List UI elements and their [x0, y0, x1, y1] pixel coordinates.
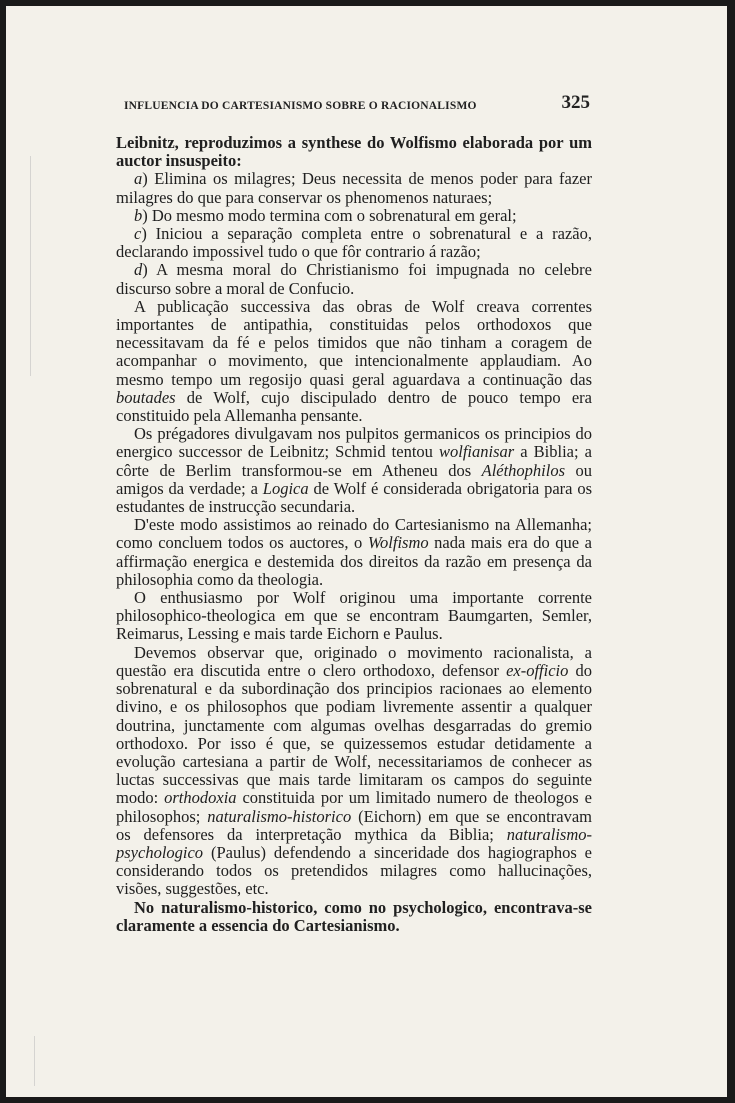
paragraph: [116, 899, 592, 935]
italic-term: orthodoxia: [164, 788, 237, 808]
text-segment: constituida por um limitado numero de theologos e philosophos;: [116, 788, 592, 826]
paragraph-intro: [116, 134, 592, 170]
page: [6, 6, 727, 1097]
text-segment: Leibnitz, reproduzimos a synthese do Wolfismo elaborada por um auctor insuspeito:: [116, 133, 592, 171]
item-letter: b: [134, 205, 143, 225]
text-segment: (Paulus) defendendo a sinceridade dos hagiographos e considerando todos os pretendidos milagres como hallucinações, visões, suggestões, etc.: [116, 842, 592, 899]
text-segment: nada mais era do que a affirmação energica e destemida dos direitos da razão em presença da philosophia como da theologia.: [116, 533, 592, 589]
text-segment: ou amigos da verdade; a: [116, 460, 592, 498]
paragraph: [116, 516, 592, 589]
item-letter: a: [134, 169, 143, 189]
italic-term: naturalismo-psychologico: [116, 824, 592, 862]
page-header: [116, 92, 592, 118]
paragraph-item-a: [116, 170, 592, 206]
text-segment: ) Iniciou a separação completa entre o sobrenatural e a razão, declarando impossivel tudo o que fôr contrario á razão;: [116, 224, 592, 262]
body-text: [116, 134, 592, 935]
page-number: 325: [561, 92, 590, 113]
text-segment: Os prégadores divulgavam nos pulpitos germanicos os principios do energico successor de Leibnitz; Schmid tentou: [116, 424, 592, 462]
italic-term: boutades: [116, 387, 176, 407]
text-segment: do sobrenatural e da subordinação dos principios racionaes ao elemento divino, e os philosophos que podiam livremente assentir a qualquer doutrina, junctamente com algumas ovelhas desgarradas do gremio orthodoxo. Por isso é que, se quizessemos estudar detidamente a evolução cartesiana a partir de Wolf, necessitariamos de conhecer as luctas successivas que mais tarde limitaram os campos do seguinte modo:: [116, 660, 593, 808]
paragraph: [116, 644, 592, 899]
text-segment: A publicação successiva das obras de Wolf creava correntes importantes de antipathia, constituidas pelos orthodoxos que necessitavam da fé e pelos timidos que não tinham a coragem de acompanhar o movimento, que intencionalmente applaudiam. Ao mesmo tempo um regosijo quasi geral aguardava a continuação das: [116, 296, 592, 389]
item-letter: c: [134, 224, 142, 244]
text-segment: ) A mesma moral do Christianismo foi impugnada no celebre discurso sobre a moral de Confucio.: [116, 260, 592, 298]
text-segment: D'este modo assistimos ao reinado do Cartesianismo na Allemanha; como concluem todos os auctores, o: [116, 515, 592, 553]
text-segment: O enthusiasmo por Wolf originou uma importante corrente philosophico-theologica em que se encontram Baumgarten, Semler, Reimarus, Lessing e mais tarde Eichorn e Paulus.: [116, 588, 592, 644]
italic-term: Wolfismo: [367, 533, 429, 553]
paragraph: [116, 298, 592, 425]
paragraph-item-d: [116, 261, 592, 297]
italic-term: Logica: [262, 478, 309, 498]
running-head: INFLUENCIA DO CARTESIANISMO SOBRE O RACIONALISMO: [124, 100, 477, 112]
paragraph: [116, 425, 592, 516]
text-segment: Devemos observar que, originado o movimento racionalista, a questão era discutida entre o clero orthodoxo, defensor: [116, 642, 592, 680]
scan-artifact: [34, 1036, 35, 1086]
italic-term: naturalismo-historico: [207, 806, 352, 826]
text-segment: ) Elimina os milagres; Deus necessita de menos poder para fazer milagres do que para conservar os phenomenos naturaes;: [116, 169, 592, 207]
italic-term: ex-officio: [506, 660, 569, 680]
paragraph-item-b: [116, 207, 592, 225]
item-letter: d: [134, 260, 143, 280]
italic-term: Aléthophilos: [481, 460, 566, 480]
italic-term: wolfianisar: [439, 442, 515, 462]
text-segment: No naturalismo-historico, como no psychologico, encontrava-se claramente a essencia do Cartesianismo.: [116, 897, 592, 935]
text-segment: de Wolf, cujo discipulado dentro de pouco tempo era constituido pela Allemanha pensante.: [116, 387, 592, 426]
paragraph-item-c: [116, 225, 592, 261]
text-segment: ) Do mesmo modo termina com o sobrenatural em geral;: [142, 205, 517, 225]
paragraph: [116, 589, 592, 644]
text-segment: de Wolf é considerada obrigatoria para os estudantes de instrucção secundaria.: [116, 478, 592, 517]
scan-artifact: [30, 156, 31, 376]
text-segment: (Eichorn) em que se encontravam os defensores da interpretação mythica da Biblia;: [116, 806, 592, 844]
text-segment: a Biblia; a côrte de Berlim transformou-se em Atheneu dos: [116, 442, 592, 480]
